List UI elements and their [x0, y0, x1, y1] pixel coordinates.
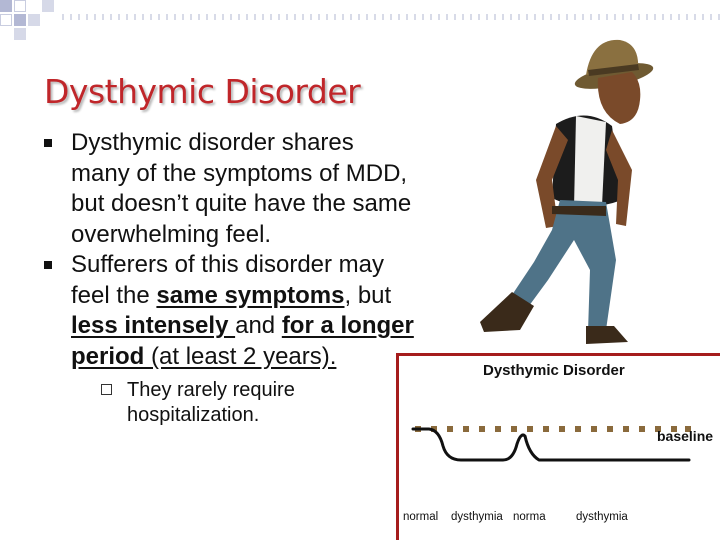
phase-label-dysthymia-2: dysthymia: [576, 511, 628, 523]
phase-label-dysthymia: dysthymia: [451, 511, 503, 523]
phase-label-normal: normal: [403, 511, 439, 523]
baseline-dots: [415, 426, 691, 432]
slide-title: Dysthymic Disorder: [44, 72, 361, 111]
header-rule: [62, 14, 720, 20]
bullet-text-part: , but: [344, 281, 392, 309]
bullet-item: [44, 128, 414, 250]
hollow-square-bullet-icon: [101, 384, 112, 395]
corner-decoration: [0, 0, 60, 40]
square-bullet-icon: [44, 261, 52, 269]
square-bullet-icon: [44, 139, 52, 147]
dysthymia-timeline-diagram: [396, 353, 720, 540]
bullet-text: Dysthymic disorder shares many of the symptoms of MDD, but doesn’t quite have the same overwhelming feel.: [71, 129, 412, 248]
sub-bullet-item: [101, 378, 414, 428]
emphasis-text: same symptoms: [156, 281, 345, 309]
phase-label-norma: norma: [513, 511, 546, 523]
mood-line: [413, 429, 689, 460]
bullet-text: [71, 251, 414, 370]
emphasis-text: for a longer period: [71, 312, 414, 370]
bullet-item: [44, 250, 414, 372]
mood-timeline-graph: [399, 356, 720, 540]
bullet-text-part: Sufferers of this disorder may feel the: [71, 251, 385, 309]
bullet-text-part: (at least 2 years).: [151, 342, 337, 370]
bullet-list: [44, 128, 414, 428]
baseline-label: baseline: [657, 428, 714, 444]
emphasis-text: less intensely: [71, 312, 236, 339]
bullet-text-part: and: [235, 312, 282, 339]
sad-man-figure-image: [456, 30, 696, 350]
diagram-title: Dysthymic Disorder: [483, 362, 625, 379]
sub-bullet-text: They rarely require hospitalization.: [127, 379, 295, 426]
